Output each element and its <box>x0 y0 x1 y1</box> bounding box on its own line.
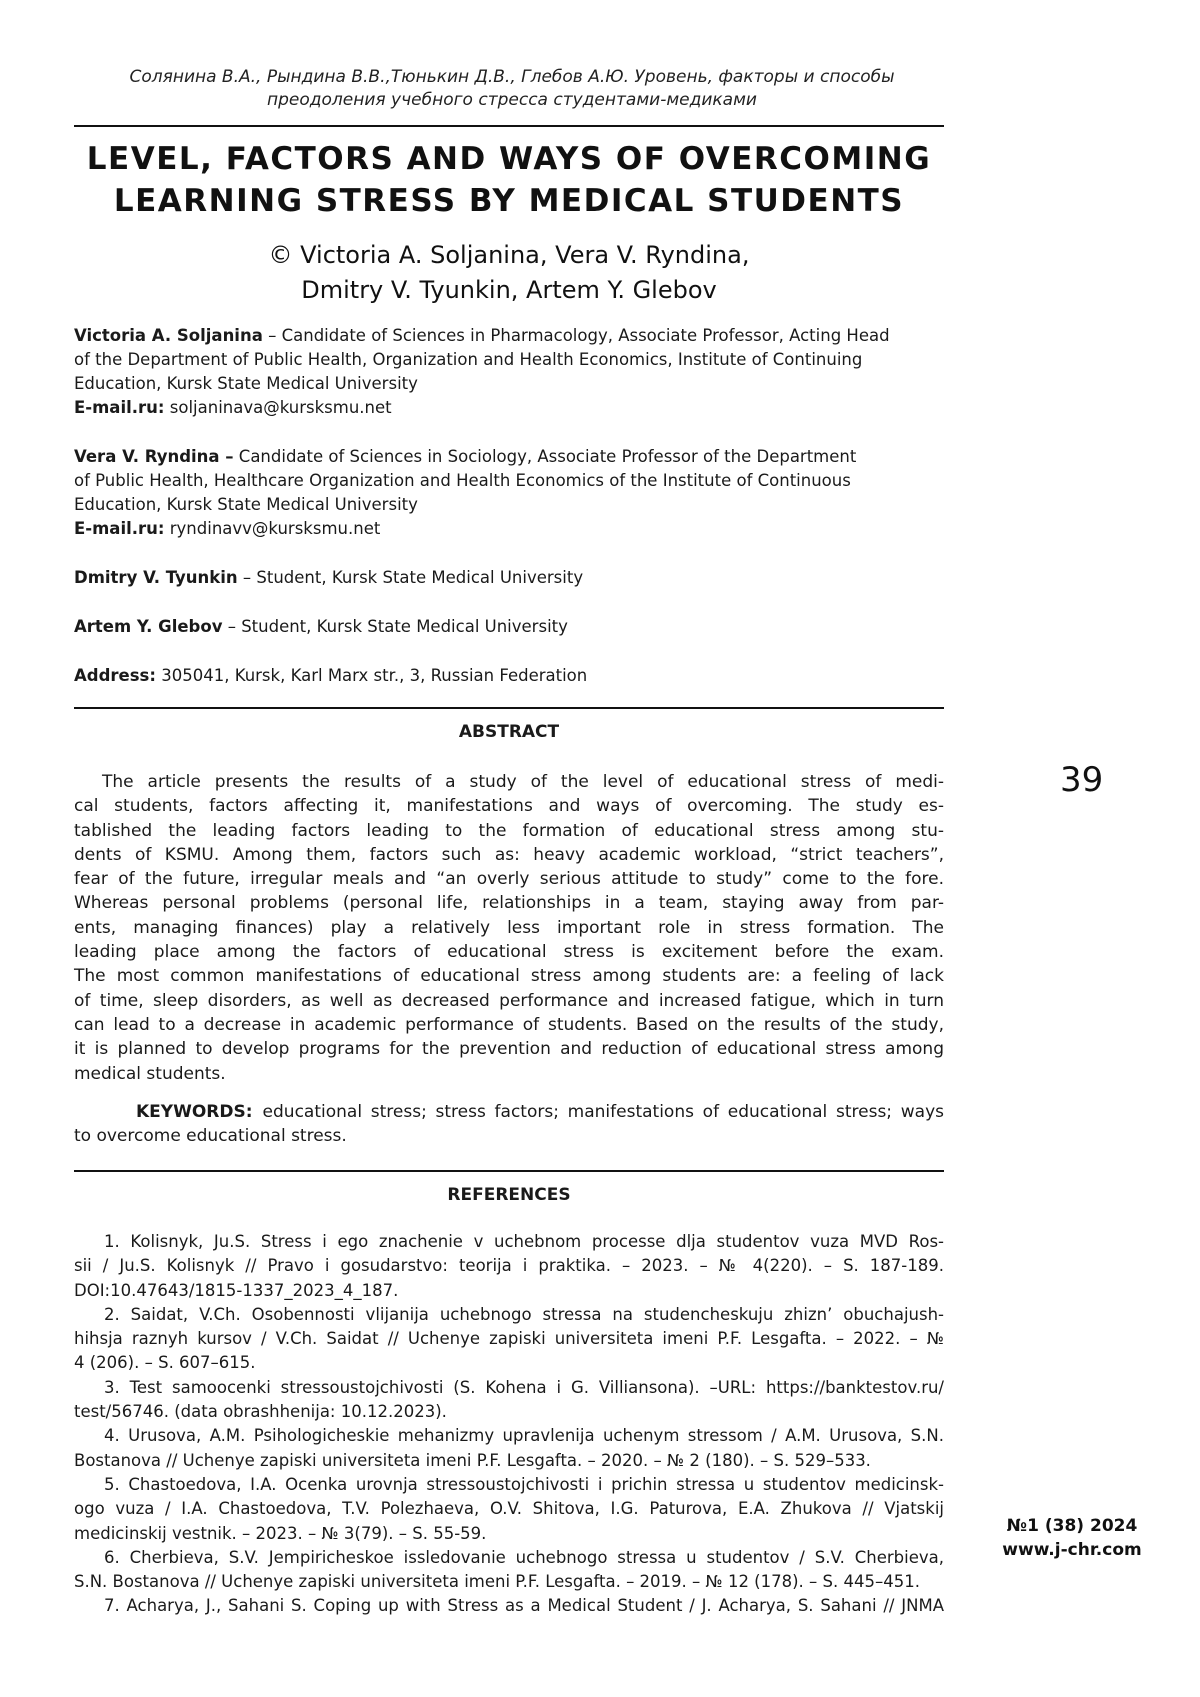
reference-line: hihsja raznyh kursov / V.Ch. Saidat // Uchenye zapiski universiteta imeni P.F. Lesgafta. – 2022. – № <box>74 1329 944 1349</box>
reference-line: 2. Saidat, V.Ch. Osobennosti vlijanija uchebnogo stressa na studencheskuju zhizn’ obuchajush- <box>104 1304 944 1324</box>
running-header-line: преодоления учебного стресса студентами-медиками <box>267 90 757 110</box>
abstract-line: ents, managing finances) play a relatively less important role in stress formation. The <box>74 917 944 938</box>
abstract-line: tablished the leading factors leading to the formation of educational stress among stu- <box>74 820 944 841</box>
affiliation-tyunkin <box>74 566 954 590</box>
reference-line: 6. Cherbieva, S.V. Jempiricheskoe issledovanie uchebnogo stressa u studentov / S.V. Cherbieva, <box>104 1547 944 1567</box>
abstract-line: The most common manifestations of educational stress among students are: a feeling of lack <box>74 966 944 987</box>
affiliation-text: Candidate of Sciences in Sociology, Associate Professor of the Department <box>233 447 857 466</box>
reference-line: 3. Test samoocenki stressoustojchivosti (S. Kohena i G. Villiansona). –URL: https://banktestov.ru/ <box>104 1377 944 1397</box>
running-header <box>74 66 950 112</box>
email-label: E-mail.ru: <box>74 519 165 538</box>
reference-line: ogo vuza / I.A. Chastoedova, T.V. Polezhaeva, O.V. Shitova, I.G. Paturova, E.A. Zhukova // Vjatskij <box>74 1499 944 1519</box>
author-list <box>74 238 944 308</box>
keywords-block <box>74 1100 944 1149</box>
affiliation-soljanina <box>74 324 954 420</box>
abstract-top-rule <box>74 707 944 709</box>
abstract-line: The article presents the results of a study of the level of educational stress of medi- <box>102 772 944 792</box>
title-line: LEVEL, FACTORS AND WAYS OF OVERCOMING <box>86 141 932 177</box>
keywords-label: KEYWORDS: <box>136 1102 253 1122</box>
keywords-text: to overcome educational stress. <box>74 1126 347 1147</box>
authors-line: © Victoria A. Soljanina, Vera V. Ryndina, <box>268 241 750 269</box>
affiliation-text: – Candidate of Sciences in Pharmacology, Associate Professor, Acting Head <box>262 326 890 345</box>
author-name: Dmitry V. Tyunkin <box>74 568 238 587</box>
references-list <box>74 1230 944 1619</box>
journal-website[interactable]: www.j-chr.com <box>1002 1540 1142 1560</box>
email-link[interactable]: soljaninava@kursksmu.net <box>164 398 392 417</box>
references-heading: REFERENCES <box>447 1185 571 1205</box>
title-line: LEARNING STRESS BY MEDICAL STUDENTS <box>113 183 905 219</box>
abstract-line: of time, sleep disorders, as well as decreased performance and increased fatigue, which in turn <box>74 990 944 1011</box>
author-name: Artem Y. Glebov <box>74 617 223 636</box>
reference-line: test/56746. (data obrashhenija: 10.12.2023). <box>74 1402 447 1422</box>
affiliation-text: – Student, Kursk State Medical University <box>237 568 584 587</box>
abstract-body <box>74 770 944 1086</box>
article-title <box>74 138 944 222</box>
abstract-line: fear of the future, irregular meals and “an overly serious attitude to study” come to the fore. <box>74 869 944 890</box>
author-name: Vera V. Ryndina – <box>74 447 234 466</box>
references-top-rule <box>74 1170 944 1172</box>
affiliation-ryndina <box>74 445 954 541</box>
email-link[interactable]: ryndinavv@kursksmu.net <box>164 519 381 538</box>
abstract-line: leading place among the factors of educational stress is excitement before the exam. <box>74 942 944 963</box>
reference-line: DOI:10.47643/1815-1337_2023_4_187. <box>74 1280 399 1300</box>
reference-line: sii / Ju.S. Kolisnyk // Pravo i gosudarstvo: teorija i praktika. – 2023. – № 4(220). – S. 187-189. <box>74 1256 944 1276</box>
abstract-line: Whereas personal problems (personal life, relationships in a team, staying away from par- <box>74 893 944 914</box>
affiliation-text: Education, Kursk State Medical University <box>74 495 418 514</box>
reference-line: medicinskij vestnik. – 2023. – № 3(79). – S. 55-59. <box>74 1523 487 1543</box>
abstract-line: can lead to a decrease in academic performance of students. Based on the results of the study, <box>74 1014 944 1035</box>
reference-line: 4. Urusova, A.M. Psihologicheskie mehanizmy upravlenija uchenym stressom / A.M. Urusova, S.N. <box>104 1426 944 1446</box>
abstract-line: it is planned to develop programs for the prevention and reduction of educational stress among <box>74 1039 944 1060</box>
email-label: E-mail.ru: <box>74 398 165 417</box>
reference-line: 7. Acharya, J., Sahani S. Coping up with Stress as a Medical Student / J. Acharya, S. Sahani // JNMA <box>104 1596 944 1616</box>
affiliation-text: Education, Kursk State Medical University <box>74 374 418 393</box>
address-label: Address: <box>74 666 156 685</box>
authors-line: Dmitry V. Tyunkin, Artem Y. Glebov <box>301 276 717 304</box>
reference-line: 5. Chastoedova, I.A. Ocenka urovnja stressoustojchivosti i prichin stressa u studentov medicinsk- <box>104 1474 944 1494</box>
page-number: 39 <box>1060 760 1104 800</box>
header-rule <box>74 125 944 127</box>
reference-line: S.N. Bostanova // Uchenye zapiski universiteta imeni P.F. Lesgafta. – 2019. – № 12 (178). – S. 445–451. <box>74 1572 920 1592</box>
issue-number: №1 (38) 2024 <box>1006 1516 1138 1536</box>
address-value: 305041, Kursk, Karl Marx str., 3, Russian Federation <box>155 666 588 685</box>
abstract-heading: ABSTRACT <box>458 722 560 742</box>
reference-line: 4 (206). – S. 607–615. <box>74 1353 256 1373</box>
affiliation-text: – Student, Kursk State Medical University <box>222 617 568 636</box>
affiliation-text: of the Department of Public Health, Organization and Health Economics, Institute of Continuing <box>74 350 863 369</box>
affiliation-glebov <box>74 615 954 639</box>
abstract-line: cal students, factors affecting it, manifestations and ways of overcoming. The study es- <box>74 796 944 817</box>
reference-line: Bostanova // Uchenye zapiski universiteta imeni P.F. Lesgafta. – 2020. – № 2 (180). – S. 529–533. <box>74 1450 871 1470</box>
author-name: Victoria A. Soljanina <box>74 326 263 345</box>
running-header-line: Солянина В.А., Рындина В.В.,Тюнькин Д.В., Глебов А.Ю. Уровень, факторы и способы <box>129 67 895 87</box>
keywords-text: educational stress; stress factors; manifestations of educational stress; ways <box>262 1102 944 1122</box>
address <box>74 664 954 688</box>
reference-line: 1. Kolisnyk, Ju.S. Stress i ego znachenie v uchebnom processe dlja studentov vuza MVD Ros- <box>104 1232 944 1251</box>
affiliation-text: of Public Health, Healthcare Organization and Health Economics of the Institute of Continuous <box>74 471 851 490</box>
abstract-line: dents of KSMU. Among them, factors such as: heavy academic workload, “strict teachers”, <box>74 844 944 865</box>
issue-info <box>972 1514 1172 1562</box>
abstract-line: medical students. <box>74 1063 226 1084</box>
